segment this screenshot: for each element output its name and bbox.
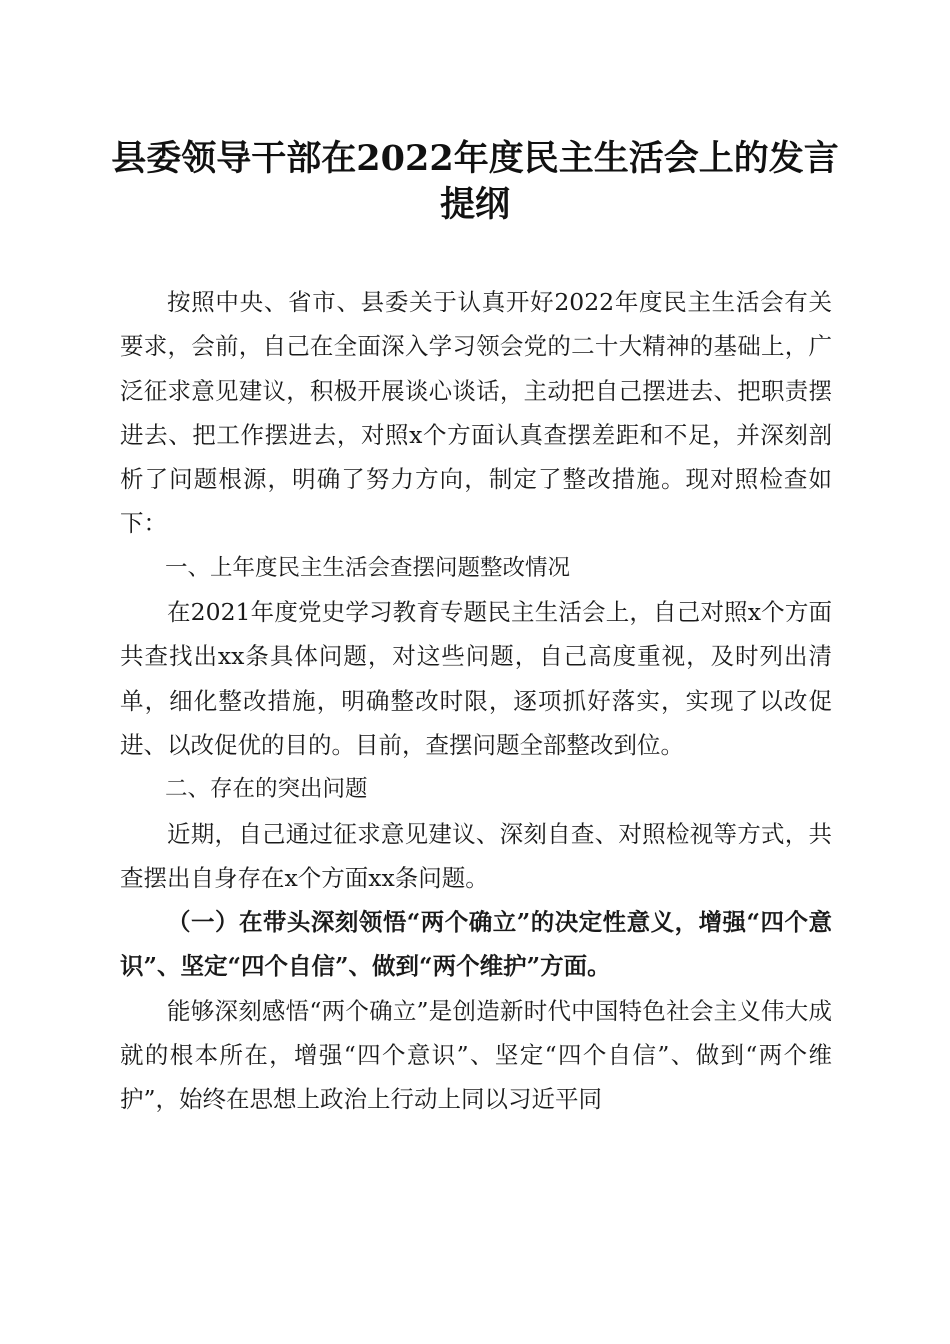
subsection-heading-1: （一）在带头深刻领悟“两个确立”的决定性意义，增强“四个意识”、坚定“四个自信”、做到“两个维护”方面。 (120, 908, 832, 981)
document-body (120, 280, 832, 1122)
intro-paragraph: 按照中央、省市、县委关于认真开好2022年度民主生活会有关要求，会前，自己在全面深入学习领会党的二十大精神的基础上，广泛征求意见建议，积极开展谈心谈话，主动把自己摆进去、把职责摆进去、把工作摆进去，对照x个方面认真查摆差距和不足，并深刻剖析了问题根源，明确了努力方向，制定了整改措施。现对照检查如下： (120, 288, 832, 538)
subsection-1-paragraph: 能够深刻感悟“两个确立”是创造新时代中国特色社会主义伟大成就的根本所在，增强“四个意识”、坚定“四个自信”、做到“两个维护”，始终在思想上政治上行动上同以习近平同 (120, 996, 832, 1114)
section-1-paragraph: 在2021年度党史学习教育专题民主生活会上，自己对照x个方面共查找出xx条具体问题，对这些问题，自己高度重视，及时列出清单，细化整改措施，明确整改时限，逐项抓好落实，实现了以改促进、以改促优的目的。目前，查摆问题全部整改到位。 (120, 598, 832, 759)
section-heading-2: 二、存在的突出问题 (165, 776, 368, 803)
section-heading-1: 一、上年度民主生活会查摆问题整改情况 (165, 554, 571, 581)
document-title: 县委领导干部在2022年度民主生活会上的发言提纲 (111, 138, 839, 225)
section-2-paragraph: 近期，自己通过征求意见建议、深刻自查、对照检视等方式，共查摆出自身存在x个方面xx条问题。 (120, 819, 832, 892)
